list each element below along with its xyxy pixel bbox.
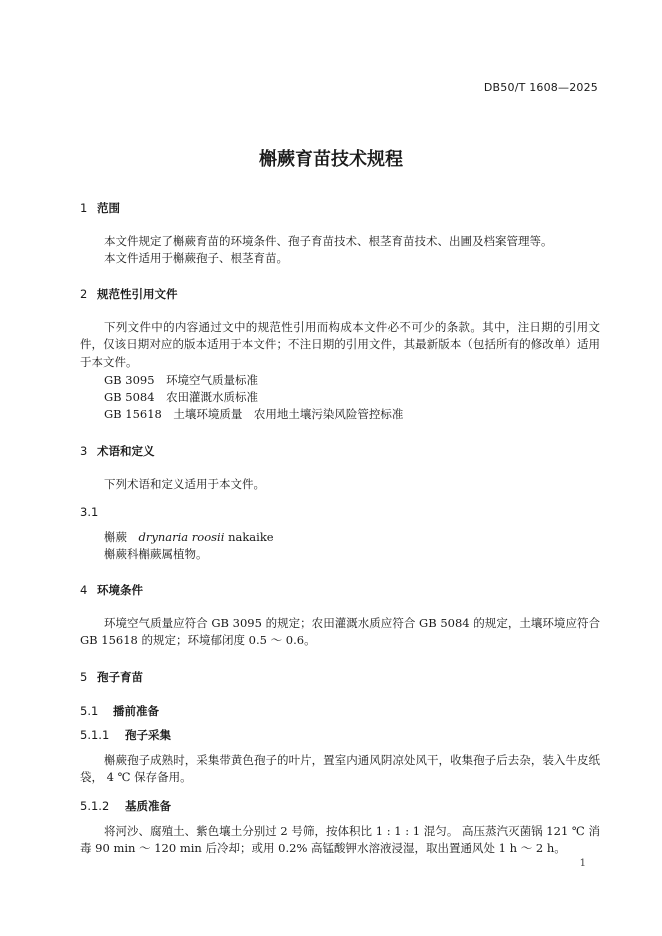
section-number: 3 bbox=[80, 444, 88, 458]
section-2-heading bbox=[80, 286, 178, 302]
subsection-number: 5.1.2 bbox=[80, 799, 110, 813]
section-title: 范围 bbox=[97, 201, 120, 215]
reference-code: GB 3095 bbox=[104, 373, 155, 387]
section-4-heading bbox=[80, 582, 143, 598]
section-number: 4 bbox=[80, 583, 88, 597]
section-number: 2 bbox=[80, 287, 88, 301]
subsection-5-1-heading bbox=[80, 703, 159, 719]
section-number: 5 bbox=[80, 670, 88, 684]
subsection-title: 播前准备 bbox=[113, 704, 159, 718]
paragraph: 环境空气质量应符合 GB 3095 的规定；农田灌溉水质应符合 GB 5084 的规定，土壤环境应符合 GB 15618 的规定；环境郁闭度 0.5 ～ 0.6。 bbox=[80, 616, 600, 648]
term-number: 3.1 bbox=[80, 505, 99, 519]
subsection-5-1-2-heading bbox=[80, 798, 171, 814]
section-5-heading bbox=[80, 669, 143, 685]
subsection-5-1-1-heading bbox=[80, 727, 171, 743]
page-title: 槲蕨育苗技术规程 bbox=[259, 149, 403, 170]
section-title: 孢子育苗 bbox=[97, 670, 143, 684]
section-3-heading bbox=[80, 443, 155, 459]
subsection-title: 孢子采集 bbox=[125, 728, 171, 742]
section-title: 环境条件 bbox=[97, 583, 143, 597]
section-number: 1 bbox=[80, 201, 88, 215]
subsection-title: 基质准备 bbox=[125, 799, 171, 813]
reference-code: GB 5084 bbox=[104, 390, 155, 404]
section-1-heading bbox=[80, 200, 120, 216]
subsection-number: 5.1.1 bbox=[80, 728, 110, 742]
reference-title: 土壤环境质量 农用地土壤污染风险管控标准 bbox=[173, 407, 404, 421]
term-chinese: 槲蕨 bbox=[104, 530, 127, 544]
paragraph: 槲蕨孢子成熟时，采集带黄色孢子的叶片，置室内通风阴凉处风干，收集孢子后去杂，装入牛皮纸袋， 4 ℃ 保存备用。 bbox=[80, 753, 600, 785]
term-author: nakaike bbox=[228, 530, 274, 544]
term-latin: drynaria roosii bbox=[138, 530, 225, 544]
subsection-number: 5.1 bbox=[80, 704, 99, 718]
term-definition: 槲蕨科槲蕨属植物。 bbox=[104, 547, 208, 561]
page-number: 1 bbox=[579, 858, 586, 869]
paragraph: 本文件规定了槲蕨育苗的环境条件、孢子育苗技术、根茎育苗技术、出圃及档案管理等。 bbox=[104, 234, 553, 248]
document-code: DB50/T 1608—2025 bbox=[483, 81, 598, 94]
paragraph: 本文件适用于槲蕨孢子、根茎育苗。 bbox=[104, 251, 288, 265]
term-entry bbox=[104, 529, 274, 545]
section-title: 术语和定义 bbox=[97, 444, 155, 458]
reference-item bbox=[104, 372, 258, 388]
reference-item bbox=[104, 389, 258, 405]
paragraph: 下列文件中的内容通过文中的规范性引用而构成本文件必不可少的条款。其中，注日期的引用文件，仅该日期对应的版本适用于本文件；不注日期的引用文件，其最新版本（包括所有的修改单）适用于本文件。 bbox=[80, 320, 600, 369]
reference-code: GB 15618 bbox=[104, 407, 162, 421]
paragraph: 将河沙、腐殖土、紫色壤土分别过 2 号筛，按体积比 1 : 1 : 1 混匀。 高压蒸汽灭菌锅 121 ℃ 消毒 90 min ～ 120 min 后冷却；或用 0.2% 高锰酸钾水溶液浸湿，取出置通风处 1 h ～ 2 h。 bbox=[80, 824, 600, 856]
reference-item bbox=[104, 406, 403, 422]
reference-title: 环境空气质量标准 bbox=[166, 373, 259, 387]
section-title: 规范性引用文件 bbox=[97, 287, 178, 301]
reference-title: 农田灌溉水质标准 bbox=[166, 390, 259, 404]
paragraph: 下列术语和定义适用于本文件。 bbox=[104, 477, 265, 491]
